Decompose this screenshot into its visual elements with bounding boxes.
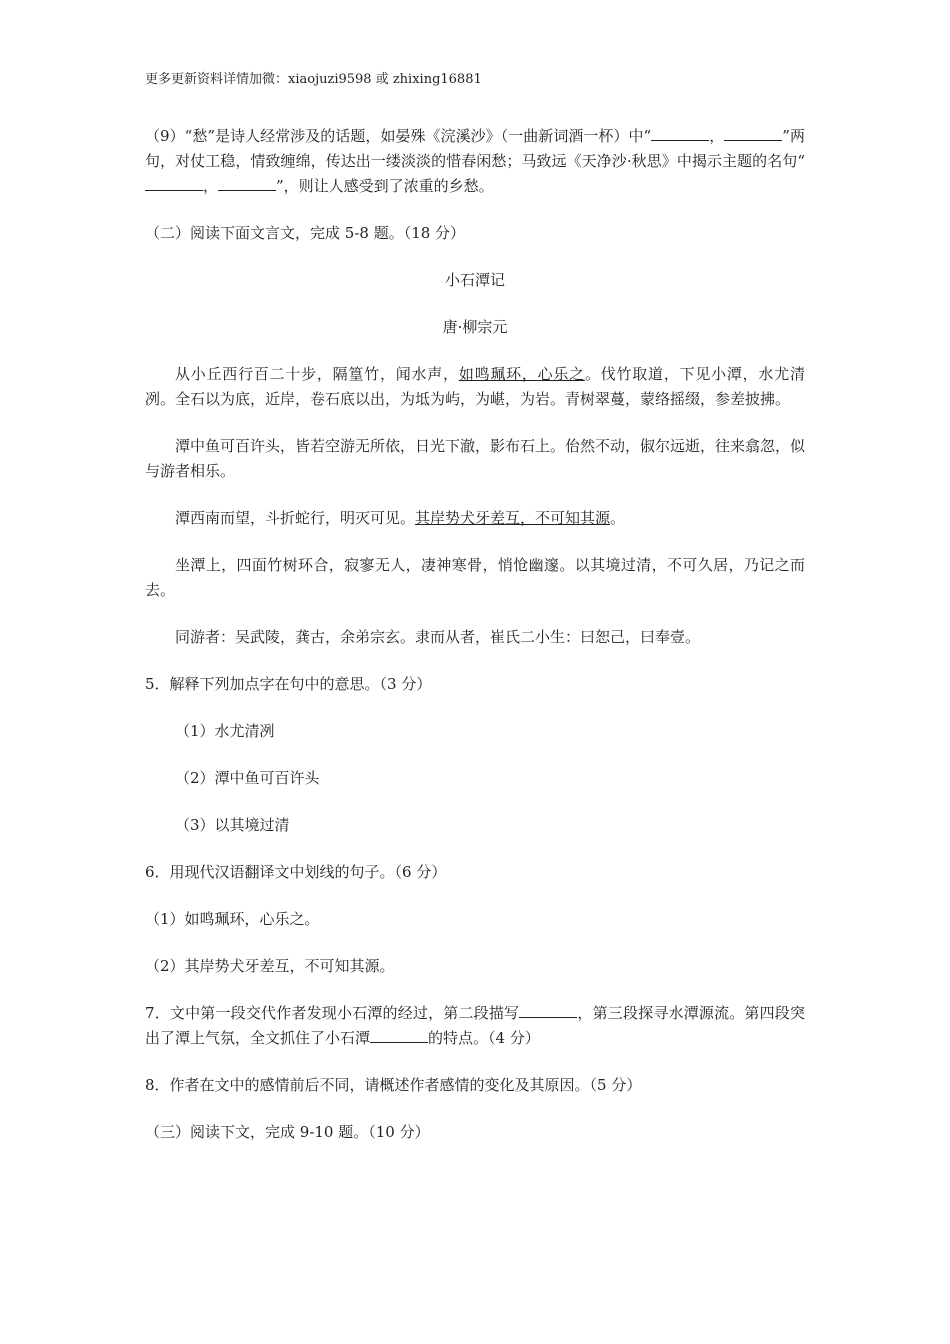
q7-text-1: 7．文中第一段交代作者发现小石潭的经过，第二段描写 <box>145 1004 520 1022</box>
p1-underlined-sentence: 如鸣珮环，心乐之 <box>458 365 585 383</box>
p3-underlined-sentence: 其岸势犬牙差互，不可知其源 <box>415 509 611 527</box>
answer-blank <box>370 1028 428 1043</box>
q9-separator-2: ， <box>203 177 219 195</box>
question-6-stem: 6．用现代汉语翻译文中划线的句子。（6 分） <box>145 863 447 881</box>
question-5-item-2: （2）潭中鱼可百许头 <box>175 769 320 787</box>
question-5-item-3: （3）以其境过清 <box>175 816 290 834</box>
answer-blank <box>145 176 203 191</box>
article-paragraph-5: 同游者：吴武陵，龚古，余弟宗玄。隶而从者，崔氏二小生：曰恕己，曰奉壹。 <box>175 628 701 646</box>
q7-text-3: 的特点。（4 分） <box>428 1029 540 1047</box>
q7-text-2: ，第三段探寻水潭源流。第四段突出了潭上气氛，全文抓住了小石潭 <box>145 1004 805 1047</box>
article-paragraph-2: 潭中鱼可百许头，皆若空游无所依，日光下澈，影布石上。佁然不动，俶尔远逝，往来翕忽，似与游者相乐。 <box>145 437 806 480</box>
q9-separator-1: ， <box>709 127 725 145</box>
article-author: 唐·柳宗元 <box>442 318 508 336</box>
answer-blank <box>218 176 276 191</box>
p3-text-a: 潭西南而望，斗折蛇行，明灭可见。 <box>175 509 416 527</box>
document-body <box>145 124 805 1167</box>
question-5-item-1: （1）水尤清冽 <box>175 722 275 740</box>
question-9 <box>145 124 805 199</box>
question-6-item-1: （1）如鸣珮环，心乐之。 <box>145 910 320 928</box>
q9-text-1: （9）“愁”是诗人经常涉及的话题，如晏殊《浣溪沙》（一曲新词酒一杯）中“ <box>145 127 652 145</box>
answer-blank <box>651 126 709 141</box>
section-2-heading: （二）阅读下面文言文，完成 5-8 题。（18 分） <box>145 224 466 242</box>
q9-text-3: ”，则让人感受到了浓重的乡愁。 <box>276 177 494 195</box>
p3-text-b: 。 <box>610 509 626 527</box>
answer-blank <box>724 126 782 141</box>
article-paragraph-4: 坐潭上，四面竹树环合，寂寥无人，凄神寒骨，悄怆幽邃。以其境过清，不可久居，乃记之而去。 <box>145 556 805 599</box>
question-7 <box>145 1001 805 1051</box>
article-title: 小石潭记 <box>444 271 505 289</box>
article-paragraph-3 <box>145 506 805 531</box>
q9-text-2: ”两句，对仗工稳，情致缠绵，传达出一缕淡淡的惜春闲愁；马致远《天净沙·秋思》中揭示主题的名句“ <box>145 127 805 170</box>
article-paragraph-1 <box>145 362 805 412</box>
p1-text-a: 从小丘西行百二十步，隔篁竹，闻水声， <box>175 365 459 383</box>
section-3-heading: （三）阅读下文，完成 9-10 题。（10 分） <box>145 1123 430 1141</box>
p1-text-b: 。伐竹取道，下见小潭，水尤清冽。全石以为底，近岸，卷石底以出，为坻为屿，为嵁，为岩。青树翠蔓，蒙络摇缀，参差披拂。 <box>145 365 805 408</box>
question-6-item-2: （2）其岸势犬牙差互，不可知其源。 <box>145 957 395 975</box>
answer-blank <box>519 1003 577 1018</box>
question-5-stem: 5．解释下列加点字在句中的意思。（3 分） <box>145 675 432 693</box>
question-8: 8．作者在文中的感情前后不同，请概述作者感情的变化及其原因。（5 分） <box>145 1076 642 1094</box>
page-header-note: 更多更新资料详情加微：xiaojuzi9598 或 zhixing16881 <box>145 72 482 87</box>
